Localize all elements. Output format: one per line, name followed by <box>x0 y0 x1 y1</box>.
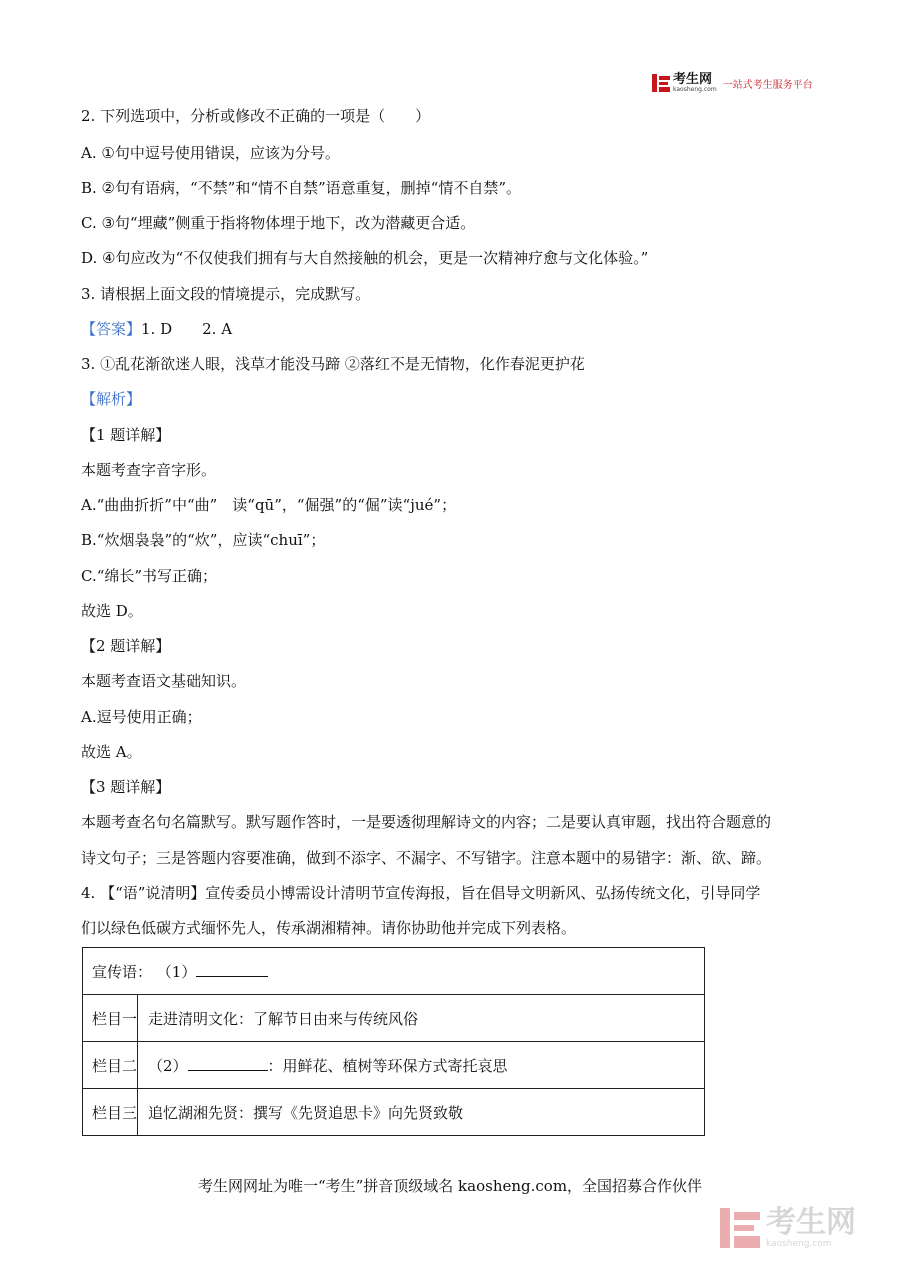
answer-tag: 【答案】 <box>81 320 142 338</box>
option-2b: B. ②句有语病，“不禁”和“情不自禁”语意重复，删掉“情不自禁”。 <box>81 179 522 197</box>
column-1-key: 栏目一 <box>83 995 138 1042</box>
detail-1-c: C.“绵长”书写正确； <box>81 567 218 585</box>
watermark-name: 考生网 <box>766 1205 856 1240</box>
poster-table <box>82 947 705 1136</box>
table-row <box>83 1042 705 1089</box>
watermark-logo-icon <box>720 1208 760 1248</box>
column-2-blank[interactable] <box>188 1056 268 1071</box>
logo-slogan: 一站式考生服务平台 <box>722 79 813 91</box>
option-2a: A. ①句中逗号使用错误，应该为分号。 <box>81 144 340 162</box>
answer-text: 1. D 2. A <box>141 320 233 338</box>
detail-2-end: 故选 A。 <box>81 743 142 761</box>
question-3: 3. 请根据上面文段的情境提示，完成默写。 <box>81 285 371 303</box>
detail-1-end: 故选 D。 <box>81 602 143 620</box>
watermark-domain: kaosheng.com <box>766 1239 832 1249</box>
detail-2-a: A.逗号使用正确； <box>81 708 202 726</box>
question-4-para-1: 4. 【“语”说清明】宣传委员小博需设计清明节宣传海报，旨在倡导文明新风、弘扬传统文化，引导同学 <box>81 884 761 902</box>
detail-3-para-1: 本题考查名句名篇默写。默写题作答时，一是要透彻理解诗文的内容；二是要认真审题，找出符合题意的 <box>81 813 772 831</box>
slogan-cell <box>83 948 705 995</box>
slogan-label: 宣传语： <box>92 962 153 981</box>
table-row <box>83 948 705 995</box>
detail-2-title: 【2 题详解】 <box>81 637 171 655</box>
column-2-text: ：用鲜花、植树等环保方式寄托哀思 <box>267 1056 508 1075</box>
column-3-key: 栏目三 <box>83 1089 138 1136</box>
logo-domain: kaosheng.com <box>673 85 717 93</box>
page-footer: 考生网网址为唯一“考生”拼音顶级域名 kaosheng.com，全国招募合作伙伴 <box>197 1177 703 1195</box>
detail-1-intro: 本题考查字音字形。 <box>81 461 217 479</box>
detail-1-a: A.“曲曲折折”中“曲” 读“qū”，“倔强”的“倔”读“jué”； <box>81 496 457 514</box>
detail-1-title: 【1 题详解】 <box>81 426 171 444</box>
column-3-value: 追忆湖湘先贤：撰写《先贤追思卡》向先贤致敬 <box>138 1089 705 1136</box>
question-4-para-2: 们以绿色低碳方式缅怀先人，传承湖湘精神。请你协助他并完成下列表格。 <box>81 919 577 937</box>
slogan-blank[interactable] <box>196 962 268 977</box>
table-row <box>83 1089 705 1136</box>
column-2-key: 栏目二 <box>83 1042 138 1089</box>
option-2c: C. ③句“埋藏”侧重于指将物体埋于地下，改为潜藏更合适。 <box>81 214 476 232</box>
analysis-tag: 【解析】 <box>81 390 142 408</box>
option-2d: D. ④句应改为“不仅使我们拥有与大自然接触的机会，更是一次精神疗愈与文化体验。” <box>81 249 649 267</box>
kaosheng-logo-icon <box>652 74 670 92</box>
logo-name: 考生网 <box>673 71 713 87</box>
answer-line <box>81 319 232 339</box>
detail-3-para-2: 诗文句子；三是答题内容要准确，做到不添字、不漏字、不写错字。注意本题中的易错字：渐、欲、蹄。 <box>81 849 772 867</box>
column-2-item-number: （2） <box>148 1056 188 1075</box>
question-2: 2. 下列选项中，分析或修改不正确的一项是（ ） <box>81 107 431 125</box>
column-1-value: 走进清明文化：了解节日由来与传统风俗 <box>138 995 705 1042</box>
answer-3: 3. ①乱花渐欲迷人眼，浅草才能没马蹄 ②落红不是无情物，化作春泥更护花 <box>81 355 585 373</box>
header-logo <box>652 72 813 94</box>
detail-3-title: 【3 题详解】 <box>81 778 171 796</box>
watermark <box>720 1200 880 1256</box>
detail-2-intro: 本题考查语文基础知识。 <box>81 672 247 690</box>
detail-1-b: B.“炊烟袅袅”的“炊”，应读“chuī”； <box>81 531 326 549</box>
table-row <box>83 995 705 1042</box>
slogan-item-number: （1） <box>156 962 197 981</box>
column-2-value <box>138 1042 705 1089</box>
